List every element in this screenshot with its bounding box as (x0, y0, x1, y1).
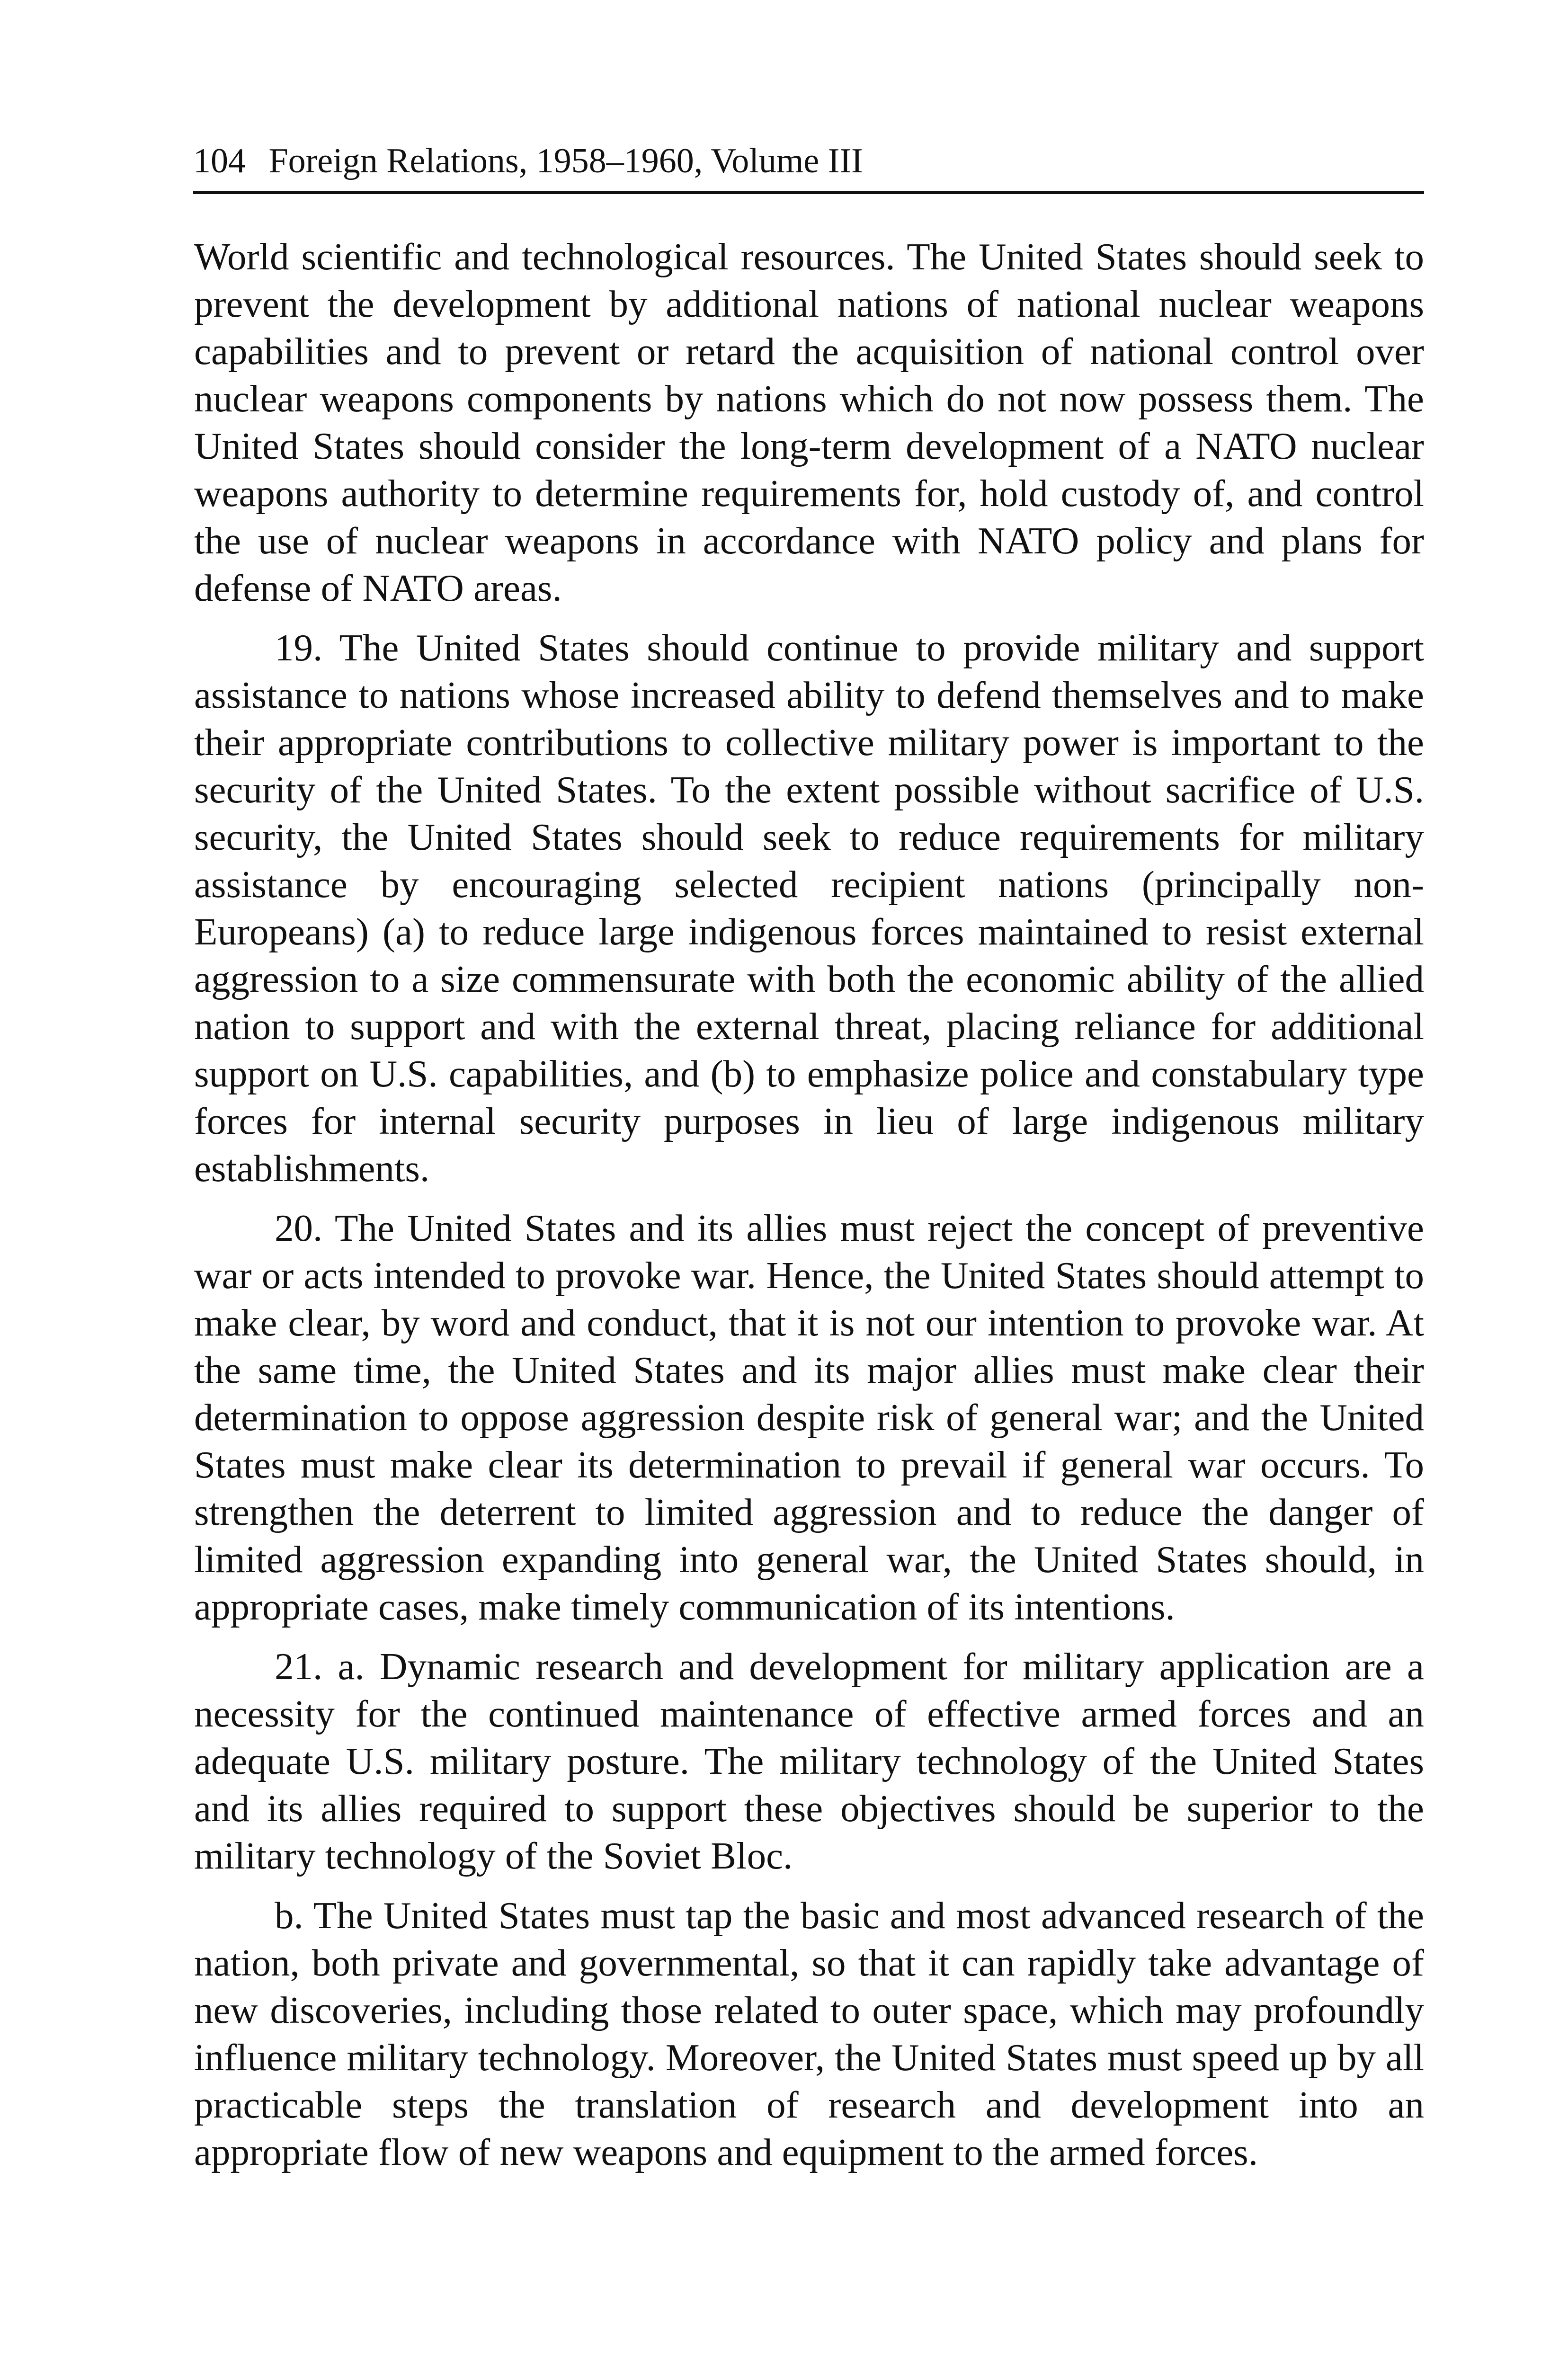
paragraph-19: 19. The United States should continue to provide military and support assistance to nations whose increased ability to defend themselves and to make their appropriate contributions to collective military power is important to the security of the United States. To the extent possible without sacrifice of U.S. security, the United States should seek to reduce requirements for military assistance by encouraging selected recipient nations (principally non-Europeans) (a) to reduce large indigenous forces maintained to resist external aggression to a size commensurate with both the economic ability of the allied nation to support and with the external threat, placing reliance for additional support on U.S. capabilities, and (b) to emphasize police and constabulary type forces for internal security purposes in lieu of large indigenous military establishments. (194, 626, 1424, 1190)
page-number: 104 (193, 142, 246, 180)
paragraph-21b: b. The United States must tap the basic and most advanced research of the nation, both private and governmental, so that it can rapidly take advantage of new discoveries, including those related to outer space, which may profoundly influence military technology. Moreover, the United States must speed up by all practicable steps the translation of research and development into an appropriate flow of new weapons and equipment to the armed forces. (194, 1894, 1424, 2173)
running-header (193, 138, 1424, 194)
paragraph-20: 20. The United States and its allies must reject the concept of preventive war or acts intended to provoke war. Hence, the United States should attempt to make clear, by word and conduct, that it is not our intention to provoke war. At the same time, the United States and its major allies must make clear their determination to oppose aggression despite risk of general war; and the United States must make clear its determination to prevail if general war occurs. To strengthen the deterrent to limited aggression and to reduce the danger of limited aggression expanding into general war, the United States should, in appropriate cases, make timely communication of its intentions. (194, 1207, 1424, 1628)
running-title: Foreign Relations, 1958–1960, Volume III (268, 142, 863, 180)
paragraph-continued: World scientific and technological resources. The United States should seek to prevent the development by additional nations of national nuclear weapons capabilities and to prevent or retard the acquisition of national control over nuclear weapons components by nations which do not now possess them. The United States should consider the long-term development of a NATO nuclear weapons authority to determine requirements for, hold custody of, and control the use of nuclear weapons in accordance with NATO policy and plans for defense of NATO areas. (194, 235, 1424, 609)
paragraph-21a: 21. a. Dynamic research and development for military application are a necessity for the continued maintenance of effective armed forces and an adequate U.S. military posture. The military technology of the United States and its allies required to support these objectives should be superior to the military technology of the Soviet Bloc. (194, 1645, 1424, 1877)
body-text (194, 233, 1424, 2188)
